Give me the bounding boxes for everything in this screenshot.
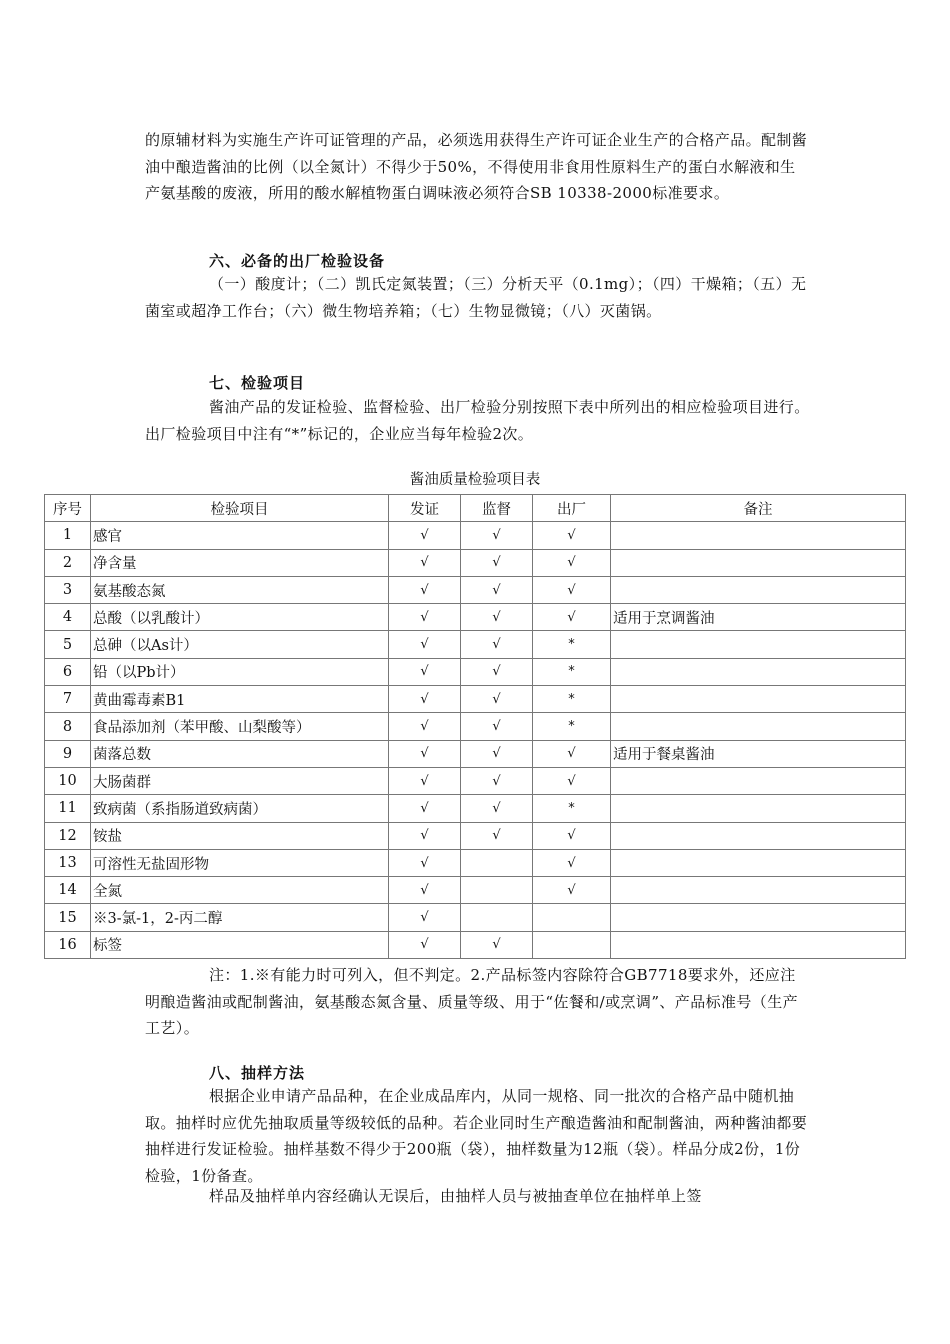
cell-item: 感官 [91, 522, 389, 549]
cell-supervise: √ [461, 713, 533, 740]
cell-item: 大肠菌群 [91, 767, 389, 794]
cell-item: 总砷（以As计） [91, 631, 389, 658]
cell-cert: √ [389, 658, 461, 685]
cell-cert: √ [389, 767, 461, 794]
cell-remark [611, 877, 906, 904]
cell-supervise: √ [461, 631, 533, 658]
cell-item: 可溶性无盐固形物 [91, 849, 389, 876]
cell-item: 黄曲霉毒素B1 [91, 686, 389, 713]
cell-remark: 适用于餐桌酱油 [611, 740, 906, 767]
header-supervise: 监督 [461, 495, 533, 522]
table-row [45, 904, 906, 931]
cell-no: 7 [45, 686, 91, 713]
intro-paragraph: 的原辅材料为实施生产许可证管理的产品，必须选用获得生产许可证企业生产的合格产品。配制酱油中酿造酱油的比例（以全氮计）不得少于50%，不得使用非食用性原料生产的蛋白水解液和生产氨基酸的废液，所用的酸水解植物蛋白调味液必须符合SB 10338-2000标准要求。 [145, 131, 808, 202]
cell-no: 14 [45, 877, 91, 904]
cell-remark [611, 767, 906, 794]
cell-supervise: √ [461, 522, 533, 549]
cell-no: 4 [45, 604, 91, 631]
table-caption: 酱油质量检验项目表 [409, 472, 541, 488]
table-note: 注：1.※有能力时可列入，但不判定。2.产品标签内容除符合GB7718要求外，还应注明酿造酱油或配制酱油，氨基酸态氮含量、质量等级、用于“佐餐和/或烹调”、产品标准号（生产工艺）。 [145, 966, 798, 1037]
cell-cert: √ [389, 713, 461, 740]
header-factory: 出厂 [533, 495, 611, 522]
cell-cert: √ [389, 849, 461, 876]
cell-remark [611, 822, 906, 849]
table-row [45, 686, 906, 713]
cell-supervise: √ [461, 795, 533, 822]
cell-cert: √ [389, 740, 461, 767]
cell-factory: √ [533, 604, 611, 631]
cell-factory [533, 931, 611, 958]
cell-cert: √ [389, 822, 461, 849]
cell-item: 总酸（以乳酸计） [91, 604, 389, 631]
table-body [45, 522, 906, 959]
cell-supervise: √ [461, 549, 533, 576]
table-row [45, 740, 906, 767]
cell-item: 铵盐 [91, 822, 389, 849]
header-item: 检验项目 [91, 495, 389, 522]
cell-remark [611, 849, 906, 876]
section8-body2: 样品及抽样单内容经确认无误后，由抽样人员与被抽查单位在抽样单上签 [209, 1187, 702, 1205]
table-row [45, 549, 906, 576]
cell-cert: √ [389, 576, 461, 603]
cell-item: 氨基酸态氮 [91, 576, 389, 603]
cell-no: 3 [45, 576, 91, 603]
table-row [45, 604, 906, 631]
cell-supervise: √ [461, 740, 533, 767]
cell-supervise [461, 849, 533, 876]
header-cert: 发证 [389, 495, 461, 522]
cell-no: 16 [45, 931, 91, 958]
table-row [45, 713, 906, 740]
cell-cert: √ [389, 931, 461, 958]
cell-supervise: √ [461, 686, 533, 713]
cell-item: 食品添加剂（苯甲酸、山梨酸等） [91, 713, 389, 740]
cell-item: 致病菌（系指肠道致病菌） [91, 795, 389, 822]
cell-cert: √ [389, 549, 461, 576]
cell-item: 全氮 [91, 877, 389, 904]
cell-remark [611, 576, 906, 603]
cell-factory: * [533, 658, 611, 685]
header-no: 序号 [45, 495, 91, 522]
cell-no: 8 [45, 713, 91, 740]
section6-heading: 六、必备的出厂检验设备 [209, 252, 386, 270]
cell-supervise [461, 877, 533, 904]
cell-remark [611, 795, 906, 822]
inspection-table [44, 494, 906, 959]
cell-no: 11 [45, 795, 91, 822]
cell-item: 菌落总数 [91, 740, 389, 767]
table-row [45, 658, 906, 685]
header-remark: 备注 [611, 495, 906, 522]
cell-item: 标签 [91, 931, 389, 958]
cell-no: 5 [45, 631, 91, 658]
cell-no: 2 [45, 549, 91, 576]
section7-body: 酱油产品的发证检验、监督检验、出厂检验分别按照下表中所列出的相应检验项目进行。出厂检验项目中注有“*”标记的，企业应当每年检验2次。 [145, 398, 810, 443]
table-row [45, 849, 906, 876]
cell-no: 10 [45, 767, 91, 794]
cell-item: 净含量 [91, 549, 389, 576]
cell-factory: √ [533, 877, 611, 904]
cell-cert: √ [389, 522, 461, 549]
cell-supervise: √ [461, 767, 533, 794]
cell-cert: √ [389, 877, 461, 904]
cell-remark [611, 686, 906, 713]
table-row [45, 576, 906, 603]
table-row [45, 822, 906, 849]
cell-remark [611, 522, 906, 549]
cell-factory [533, 904, 611, 931]
cell-factory: √ [533, 822, 611, 849]
table-row [45, 631, 906, 658]
cell-supervise: √ [461, 576, 533, 603]
table-header-row [45, 495, 906, 522]
cell-factory: * [533, 713, 611, 740]
cell-factory: * [533, 631, 611, 658]
cell-supervise: √ [461, 604, 533, 631]
cell-factory: √ [533, 767, 611, 794]
cell-cert: √ [389, 631, 461, 658]
cell-no: 12 [45, 822, 91, 849]
cell-remark [611, 658, 906, 685]
table-row [45, 767, 906, 794]
cell-no: 13 [45, 849, 91, 876]
cell-factory: √ [533, 576, 611, 603]
cell-remark [611, 713, 906, 740]
cell-no: 15 [45, 904, 91, 931]
cell-supervise [461, 904, 533, 931]
cell-remark [611, 549, 906, 576]
table-row [45, 877, 906, 904]
cell-item: ※3-氯-1，2-丙二醇 [91, 904, 389, 931]
cell-factory: √ [533, 740, 611, 767]
cell-item: 铅（以Pb计） [91, 658, 389, 685]
cell-cert: √ [389, 904, 461, 931]
cell-remark [611, 904, 906, 931]
cell-cert: √ [389, 686, 461, 713]
cell-factory: √ [533, 549, 611, 576]
cell-supervise: √ [461, 822, 533, 849]
cell-remark [611, 931, 906, 958]
cell-no: 9 [45, 740, 91, 767]
table-row [45, 795, 906, 822]
cell-no: 6 [45, 658, 91, 685]
section8-heading: 八、抽样方法 [209, 1064, 306, 1082]
cell-remark [611, 631, 906, 658]
cell-factory: √ [533, 522, 611, 549]
cell-factory: √ [533, 849, 611, 876]
section6-body: （一）酸度计；（二）凯氏定氮装置；（三）分析天平（0.1mg）；（四）干燥箱；（五）无菌室或超净工作台；（六）微生物培养箱；（七）生物显微镜；（八）灭菌锅。 [145, 275, 807, 320]
table-row [45, 522, 906, 549]
cell-no: 1 [45, 522, 91, 549]
cell-cert: √ [389, 604, 461, 631]
cell-factory: * [533, 686, 611, 713]
section7-heading: 七、检验项目 [209, 374, 306, 392]
table-row [45, 931, 906, 958]
section8-body1: 根据企业申请产品品种，在企业成品库内，从同一规格、同一批次的合格产品中随机抽取。抽样时应优先抽取质量等级较低的品种。若企业同时生产酿造酱油和配制酱油，两种酱油都要抽样进行发证检验。抽样基数不得少于200瓶（袋），抽样数量为12瓶（袋）。样品分成2份，1份检验，1份备查。 [145, 1087, 808, 1185]
cell-cert: √ [389, 795, 461, 822]
cell-factory: * [533, 795, 611, 822]
cell-remark: 适用于烹调酱油 [611, 604, 906, 631]
cell-supervise: √ [461, 931, 533, 958]
cell-supervise: √ [461, 658, 533, 685]
